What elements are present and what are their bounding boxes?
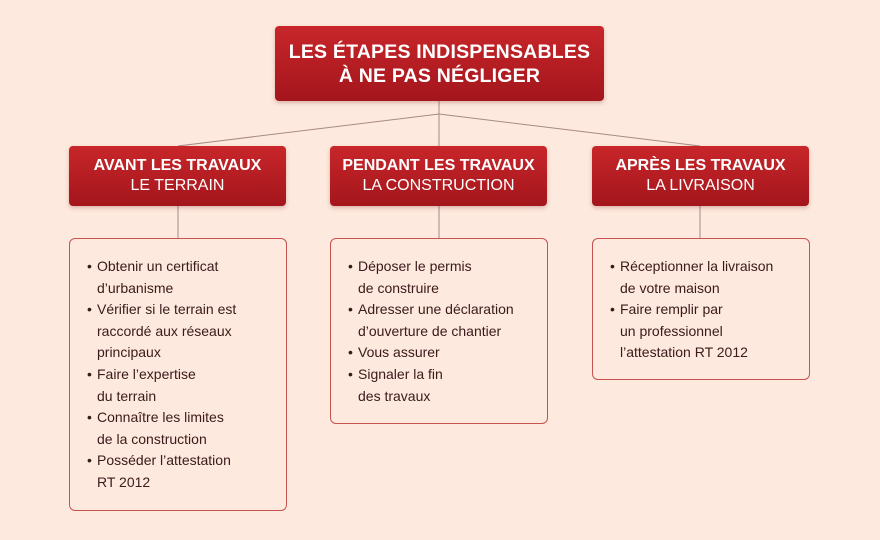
list-item-line: de construire bbox=[358, 279, 439, 296]
list-item-line: principaux bbox=[97, 344, 161, 361]
list-item bbox=[87, 256, 274, 299]
list-item-line: raccordé aux réseaux bbox=[97, 322, 232, 339]
list-item bbox=[348, 364, 535, 407]
list-item bbox=[87, 407, 274, 450]
list-item-line: • Faire remplir par bbox=[620, 301, 723, 318]
list-item bbox=[87, 299, 274, 364]
list-item-line: • Faire l’expertise bbox=[97, 365, 196, 382]
list-item-line: • Réceptionner la livraison bbox=[620, 258, 774, 274]
list-item-line: • Déposer le permis bbox=[358, 258, 472, 274]
connector-root-to-avant bbox=[178, 114, 439, 146]
list-item-line: • Obtenir un certificat bbox=[97, 258, 219, 274]
phase-box-apres bbox=[592, 146, 809, 206]
phase-subtitle: LE TERRAIN bbox=[130, 177, 225, 194]
list-item bbox=[610, 299, 797, 364]
list-item-line: du terrain bbox=[97, 387, 157, 404]
phase-title: AVANT LES TRAVAUX bbox=[93, 157, 262, 174]
phase-title: APRÈS LES TRAVAUX bbox=[615, 157, 786, 174]
list-item-line: • Vérifier si le terrain est bbox=[97, 301, 237, 318]
list-item-line: • Vous assurer bbox=[358, 344, 440, 361]
list-item bbox=[87, 450, 274, 493]
connector-root-to-apres bbox=[439, 114, 700, 146]
list-item-line: d’urbanisme bbox=[97, 279, 174, 296]
phase-box-avant bbox=[69, 146, 286, 206]
list-item bbox=[348, 256, 535, 299]
diagram-title-box bbox=[275, 26, 604, 101]
diagram-title-line-1: LES ÉTAPES INDISPENSABLES bbox=[288, 40, 591, 63]
steps-list-pendant bbox=[330, 238, 548, 424]
list-item-line: • Connaître les limites bbox=[97, 409, 224, 426]
list-item-line: de la construction bbox=[97, 430, 207, 447]
diagram-title-line-2: À NE PAS NÉGLIGER bbox=[338, 64, 541, 87]
list-item bbox=[610, 256, 797, 299]
phase-subtitle: LA LIVRAISON bbox=[646, 177, 755, 194]
list-item-line: des travaux bbox=[358, 387, 431, 404]
steps-list-apres bbox=[592, 238, 810, 380]
list-item-line: RT 2012 bbox=[97, 473, 151, 490]
list-item bbox=[87, 364, 274, 407]
list-item-line: un professionnel bbox=[620, 322, 723, 339]
phase-box-pendant bbox=[330, 146, 547, 206]
list-item-line: • Posséder l’attestation bbox=[97, 452, 231, 469]
list-item-line: de votre maison bbox=[620, 279, 720, 296]
list-item bbox=[348, 342, 535, 364]
list-item-line: • Adresser une déclaration bbox=[358, 301, 514, 318]
list-item-line: d’ouverture de chantier bbox=[358, 322, 502, 339]
steps-list-avant bbox=[69, 238, 287, 511]
phase-subtitle: LA CONSTRUCTION bbox=[362, 177, 515, 194]
list-item-line: l’attestation RT 2012 bbox=[620, 344, 748, 361]
phase-title: PENDANT LES TRAVAUX bbox=[342, 157, 535, 174]
list-item bbox=[348, 299, 535, 342]
list-item-line: • Signaler la fin bbox=[358, 365, 443, 382]
